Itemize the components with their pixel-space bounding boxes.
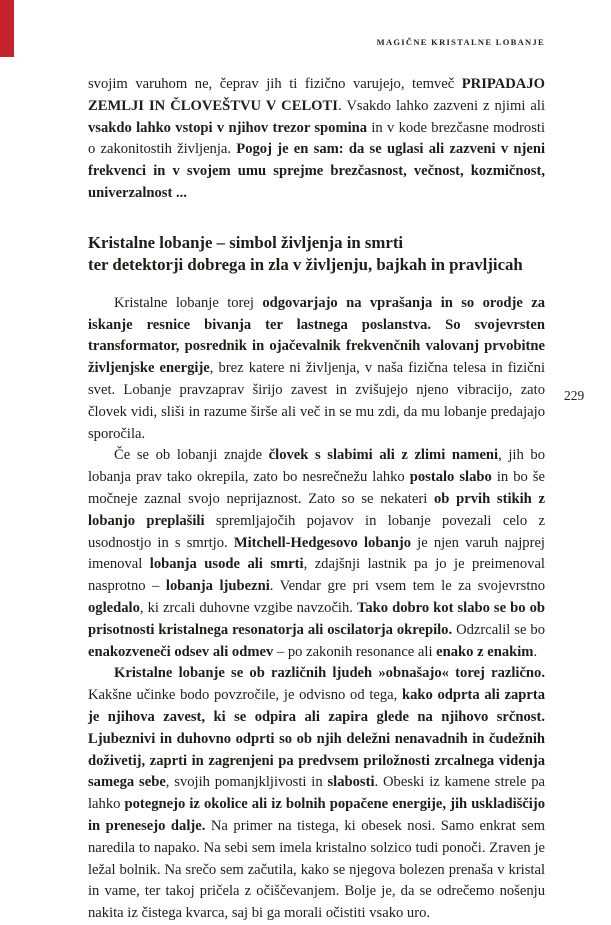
section-heading-line-1: Kristalne lobanje – simbol življenja in smrti: [88, 232, 404, 252]
section-heading-line-2: ter detektorji dobrega in zla v življenju, bajkah in pravljicah: [88, 255, 523, 275]
paragraph: Kristalne lobanje se ob različnih ljudeh »obnašajo« torej različno. Kakšne učinke bodo povzročile, je odvisno od tega, kako odprta ali zaprta je njihova zavest, ki se odpira ali zapira glede na njihovo srčnost. Ljubeznivi in duhovno odprti so ob njih deležni nenavadnih in čudežnih doživetij, zaprti in zagrenjeni pa predvsem priložnosti zrcalnega videnja samega sebe, svojih pomanjkljivosti in slabosti. Obeski iz kamene strele pa lahko potegnejo iz okolice ali iz bolnih popačene energije, jih uskladiščijo in prenesejo dalje. Na primer na tistega, ki obesek nosi. Samo enkrat sem naredila to napako. Na sebi sem imela kristalno solzico tudi ponoči. Zraven je ležal bolnik. Na srečo sem začutila, kako se njegova bolezen prenaša v kristal in vame, ter takoj pričela z očiščevanjem. Bolje je, da se odrečemo nošenju nakita iz čistega kvarca, saj bi ga morali očistiti vsako uro.: [88, 665, 546, 922]
body-paragraphs: [88, 293, 545, 925]
paragraph: Če se ob lobanji znajde človek s slabimi ali z zlimi nameni, jih bo lobanja prav tako okrepila, zato bo nesrečnežu lahko postalo slabo in bo še močneje zaznal svojo neprijaznost. Zato so se nekateri ob prvih stikih z lobanjo preplašili spremljajočih pojavov in lobanje povezali celo z usodnostjo in s smrtjo. Mitchell-Hedgesovo lobanjo je njen varuh najprej imenoval lobanja usode ali smrti, zdajšnji lastnik pa jo je preimenoval nasprotno – lobanja ljubezni. Vendar gre pri vsem tem le za svojevrstno ogledalo, ki zrcali duhovne vzgibe navzočih. Tako dobro kot slabo se bo ob prisotnosti kristalnega resonatorja ali oscilatorja okrepilo. Odzrcalil se bo enakozveneči odsev ali odmev – po zakonih resonance ali enako z enakim.: [88, 447, 545, 660]
paragraph: svojim varuhom ne, čeprav jih ti fizično varujejo, temveč PRIPADAJO ZEMLJI IN ČLOVEŠTVU V CELOTI. Vsakdo lahko zazveni z njimi ali vsakdo lahko vstopi v njihov trezor spomina in v kode brezčasne modrosti o zakonitostih življenja. Pogoj je en sam: da se uglasi ali zazveni v njeni frekvenci in v svojem umu sprejme brezčasnost, večnost, kozmičnost, univerzalnost ...: [88, 76, 545, 201]
intro-paragraph-slot: [88, 74, 545, 205]
red-page-tab-marker: [0, 0, 14, 57]
running-header: MAGIČNE KRISTALNE LOBANJE: [376, 37, 545, 47]
paragraph: Kristalne lobanje torej odgovarjajo na vprašanja in so orodje za iskanje resnice bivanja ter lastnega poslanstva. So svojevrsten transformator, posrednik in ojačevalnik frekvenčnih valovanj prvobitne življenjske energije, brez katere ni življenja, v naša fizična telesa in fizični svet. Lobanje pravzaprav širijo zavest in zvišujejo njeno vibracijo, zato človek vidi, sliši in razume širše ali več in se mu zdi, da mu lobanje predajajo sporočila.: [88, 294, 546, 442]
section-heading: [88, 232, 545, 277]
text-column: [88, 74, 545, 925]
page-number: 229: [564, 388, 585, 403]
